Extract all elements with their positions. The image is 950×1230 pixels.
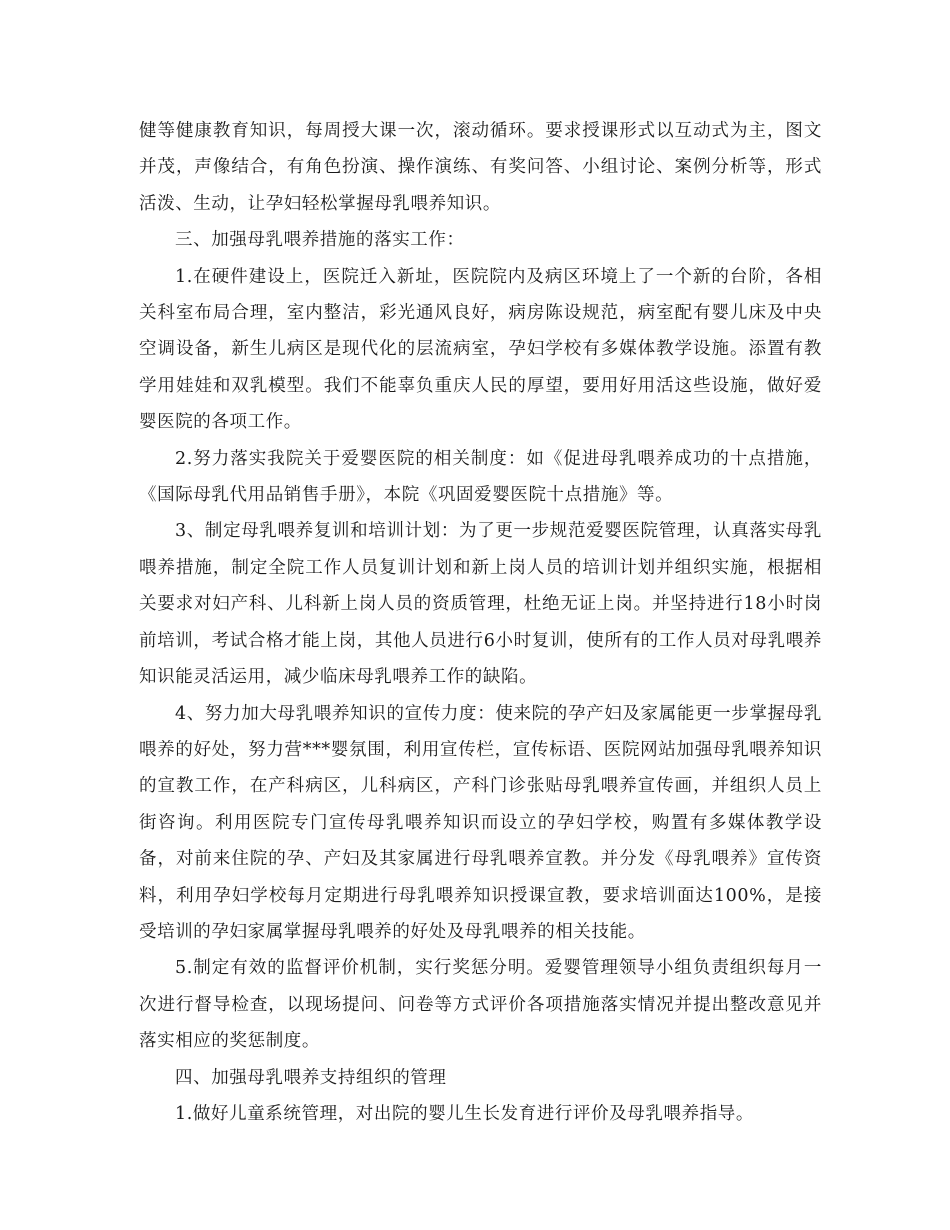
section-heading-three: 三、加强母乳喂养措施的落实工作： (175, 230, 465, 251)
paragraph-implement-regulations: 2.努力落实我院关于爱婴医院的相关制度：如《促进母乳喂养成功的十点措施，《国际母乳代用品销售手册》，本院《巩固爱婴医院十点措施》等。 (139, 448, 822, 506)
paragraph-health-education-continuation: 健等健康教育知识，每周授大课一次，滚动循环。要求授课形式以互动式为主，图文并茂，声像结合，有角色扮演、操作演练、有奖问答、小组讨论、案例分析等，形式活泼、生动，让孕妇轻松掌握母乳喂养知识。 (139, 121, 822, 214)
paragraph-hardware-construction: 1.在硬件建设上，医院迁入新址，医院院内及病区环境上了一个新的台阶，各相关科室布局合理，室内整洁，彩光通风良好，病房陈设规范，病室配有婴儿床及中央空调设备，新生儿病区是现代化的层流病室，孕妇学校有多媒体教学设施。添置有教学用娃娃和双乳模型。我们不能辜负重庆人民的厚望，要用好用活这些设施，做好爱婴医院的各项工作。 (139, 266, 822, 433)
paragraph-publicity-efforts: 4、努力加大母乳喂养知识的宣传力度：使来院的孕产妇及家属能更一步掌握母乳喂养的好处，努力营***婴氛围，利用宣传栏，宣传标语、医院网站加强母乳喂养知识的宣教工作，在产科病区，儿科病区，产科门诊张贴母乳喂养宣传画，并组织人员上街咨询。利用医院专门宣传母乳喂养知识而设立的孕妇学校，购置有多媒体教学设备，对前来住院的孕、产妇及其家属进行母乳喂养宣教。并分发《母乳喂养》宣传资料，利用孕妇学校每月定期进行母乳喂养知识授课宣教，要求培训面达100%，是接受培训的孕妇家属掌握母乳喂养的好处及母乳喂养的相关技能。 (139, 703, 822, 942)
document-body (139, 113, 822, 1132)
section-heading-four: 四、加强母乳喂养支持组织的管理 (175, 1067, 447, 1088)
paragraph-child-system-management: 1.做好儿童系统管理，对出院的婴儿生长发育进行评价及母乳喂养指导。 (175, 1103, 754, 1124)
paragraph-training-plan: 3、制定母乳喂养复训和培训计划：为了更一步规范爱婴医院管理，认真落实母乳喂养措施，制定全院工作人员复训计划和新上岗人员的培训计划并组织实施，根据相关要求对妇产科、儿科新上岗人员的资质管理，杜绝无证上岗。并坚持进行18小时岗前培训，考试合格才能上岗，其他人员进行6小时复训，使所有的工作人员对母乳喂养知识能灵活运用，减少临床母乳喂养工作的缺陷。 (139, 521, 822, 688)
paragraph-supervision-mechanism: 5.制定有效的监督评价机制，实行奖惩分明。爱婴管理领导小组负责组织每月一次进行督导检查，以现场提问、问卷等方式评价各项措施落实情况并提出整改意见并落实相应的奖惩制度。 (139, 958, 822, 1052)
